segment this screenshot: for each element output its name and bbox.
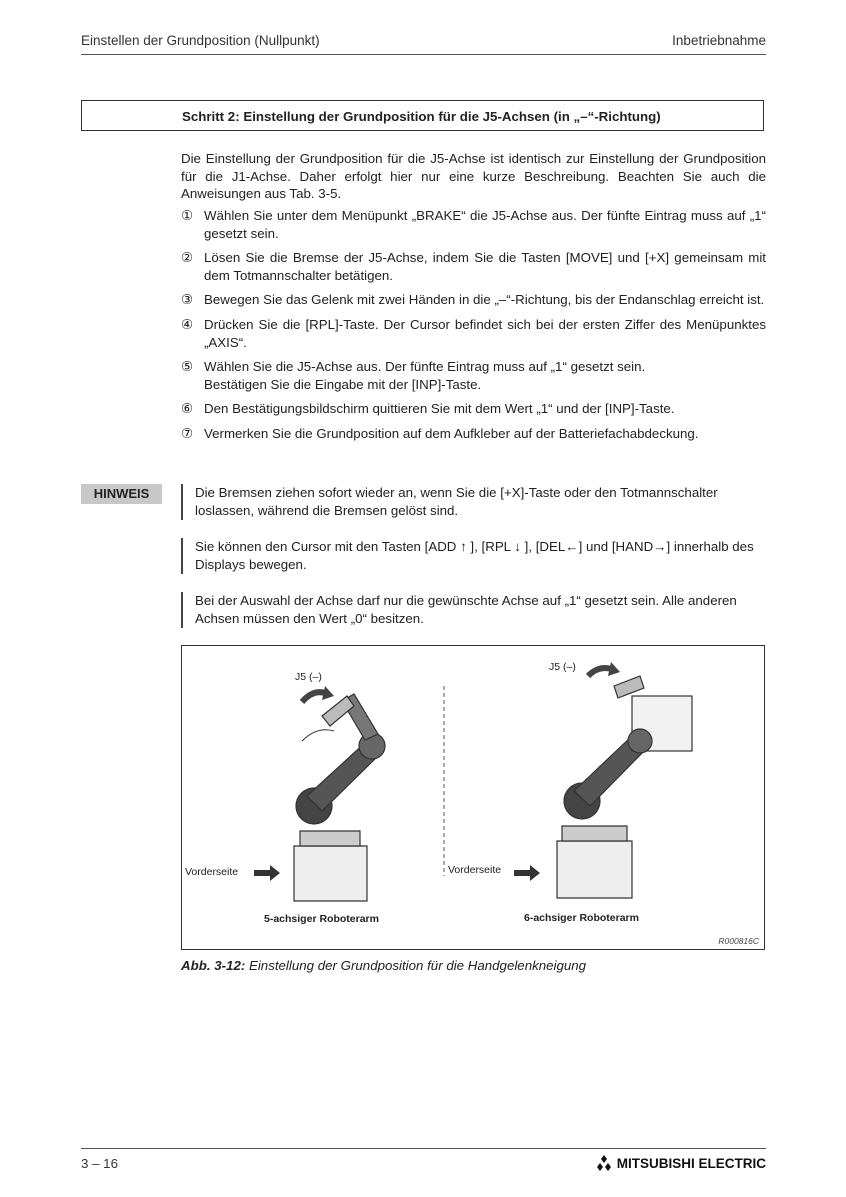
robot-illustrations <box>182 646 766 951</box>
step-item <box>181 291 766 309</box>
subtitle-6-axis: 6-achsiger Roboterarm <box>524 912 639 924</box>
step-item <box>181 400 766 418</box>
step-number: ⑥ <box>181 401 193 417</box>
rotation-arrow-left-icon <box>302 686 334 702</box>
step-text <box>204 358 766 393</box>
step-item <box>181 207 766 242</box>
figure-robot-arms <box>181 645 765 950</box>
step-heading: Schritt 2: Einstellung der Grundposition für die J5-Achsen (in „–“-Richtung) <box>182 109 661 124</box>
front-arrow-left-icon <box>254 865 280 881</box>
hinweis-label: HINWEIS <box>81 484 162 504</box>
note-cursor: Sie können den Cursor mit den Tasten [ADD ↑ ], [RPL ↓ ], [DEL←] und [HAND→] innerhalb des Displays bewegen. <box>181 538 766 574</box>
header-chapter-title: Inbetriebnahme <box>672 33 766 48</box>
caption-number: Abb. 3-12: <box>181 958 246 973</box>
step-number: ② <box>181 250 193 266</box>
note-axis-selection: Bei der Auswahl der Achse darf nur die gewünschte Achse auf „1“ gesetzt sein. Alle anderen Achsen müssen den Wert „0“ besitzen. <box>181 592 766 628</box>
front-arrow-right-icon <box>514 865 540 881</box>
caption-text: Einstellung der Grundposition für die Handgelenkneigung <box>245 958 587 973</box>
figure-caption <box>181 958 586 973</box>
step-heading-box <box>81 100 764 131</box>
step-number: ④ <box>181 316 193 332</box>
step-text-line1: Wählen Sie die J5-Achse aus. Der fünfte Eintrag muss auf „1“ gesetzt sein. <box>204 359 646 375</box>
step-text: Drücken Sie die [RPL]-Taste. Der Cursor befindet sich bei der ersten Ziffer des Menüpunktes „AXIS“. <box>204 316 766 350</box>
step-text: Wählen Sie unter dem Menüpunkt „BRAKE“ die J5-Achse aus. Der fünfte Eintrag muss auf „1“ gesetzt sein. <box>204 208 766 241</box>
step-number: ⑦ <box>181 425 193 441</box>
brand-name: MITSUBISHI ELECTRIC <box>616 1155 766 1171</box>
robot-5-axis-illustration <box>294 694 385 901</box>
rotation-arrow-right-icon <box>588 662 620 676</box>
page-number: 3 – 16 <box>81 1156 118 1171</box>
subtitle-5-axis: 5-achsiger Roboterarm <box>264 913 379 925</box>
step-item <box>181 425 766 443</box>
mitsubishi-diamonds-icon <box>594 1155 614 1171</box>
header-rule <box>81 54 766 55</box>
step-text: Vermerken Sie die Grundposition auf dem Aufkleber auf der Batteriefachabdeckung. <box>204 425 699 441</box>
step-text: Den Bestätigungsbildschirm quittieren Sie mit dem Wert „1“ und der [INP]-Taste. <box>204 401 675 417</box>
joint-label-left: J5 (–) <box>295 671 322 683</box>
robot-6-axis-illustration <box>557 676 692 898</box>
step-item <box>181 316 766 351</box>
front-label-left: Vorderseite <box>185 866 239 878</box>
step-number: ③ <box>181 292 193 308</box>
intro-paragraph: Die Einstellung der Grundposition für die J5-Achse ist identisch zur Einstellung der Grundposition für die J1-Achse. Daher erfolgt hier nur eine kurze Beschreibung. Beachten Sie auch die Anweisungen aus Tab. 3-5. <box>181 151 766 202</box>
step-number: ① <box>181 208 193 223</box>
step-number: ⑤ <box>181 359 193 375</box>
brand-logo <box>594 1155 766 1171</box>
note-brakes: Die Bremsen ziehen sofort wieder an, wenn Sie die [+X]-Taste oder den Totmannschalter loslassen, während die Bremsen gelöst sind. <box>181 484 766 520</box>
step-text-line2: Bestätigen Sie die Eingabe mit der [INP]-Taste. <box>204 376 482 392</box>
figure-code: R000816C <box>718 936 759 946</box>
step-item <box>181 249 766 284</box>
step-item <box>181 358 766 393</box>
header-section-title: Einstellen der Grundposition (Nullpunkt) <box>81 33 320 48</box>
front-label-right: Vorderseite <box>448 864 502 876</box>
joint-label-right: J5 (–) <box>549 661 576 673</box>
step-text: Bewegen Sie das Gelenk mit zwei Händen in die „–“-Richtung, bis der Endanschlag erreicht ist. <box>204 292 765 308</box>
step-text: Lösen Sie die Bremse der J5-Achse, indem Sie die Tasten [MOVE] und [+X] gemeinsam mit dem Totmannschalter betätigen. <box>204 250 766 283</box>
step-list <box>181 207 766 450</box>
footer-rule <box>81 1148 766 1149</box>
